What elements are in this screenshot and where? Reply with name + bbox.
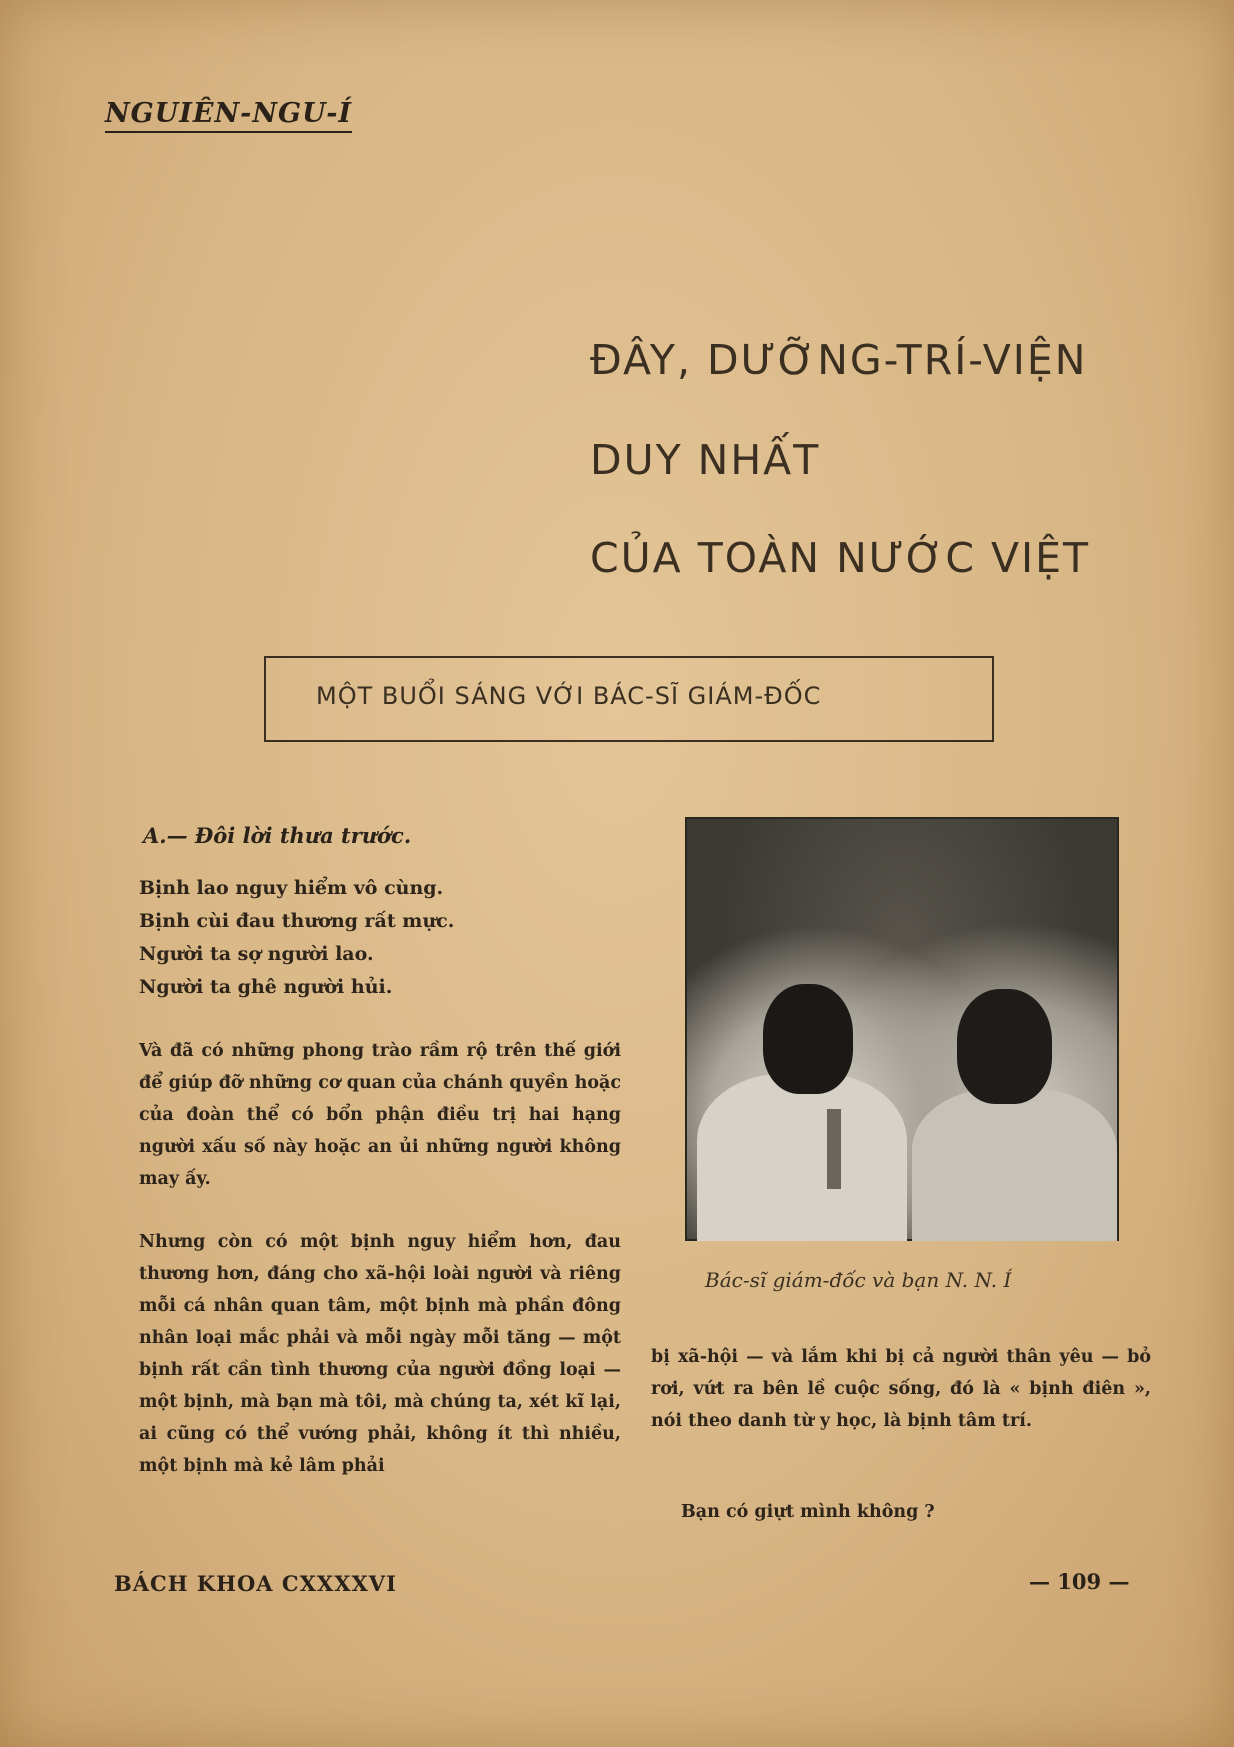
body-paragraph-3: bị xã-hội — và lắm khi bị cả người thân yêu — bỏ rơi, vứt ra bên lề cuộc sống, đó là « bịnh điên », nói theo danh từ y học, là bịnh tâm trí. [651,1347,1151,1431]
article-title-line-3: CỦA TOÀN NƯỚC VIỆT [590,534,1091,582]
body-paragraph-1: Và đã có những phong trào rầm rộ trên thế giới để giúp đỡ những cơ quan của chánh quyền hoặc của đoàn thể có bổn phận điều trị hai hạng người xấu số này hoặc an ủi những người không may ấy. [139,1041,621,1189]
photo-caption: Bác-sĩ giám-đốc và bạn N. N. Í [705,1268,1012,1292]
section-heading: A.— Đôi lời thưa trước. [143,823,412,848]
body-paragraph-4: Bạn có giựt mình không ? [681,1502,935,1522]
poem-line: Người ta sợ người lao. [139,943,374,965]
photo-figure-right [912,1089,1117,1241]
poem-line: Bịnh cùi đau thương rất mực. [139,910,455,932]
body-paragraph-2: Nhưng còn có một bịnh nguy hiểm hơn, đau thương hơn, đáng cho xã-hội loài người và riêng mỗi cá nhân quan tâm, một bịnh mà phần đông nhân loại mắc phải và mỗi ngày mỗi tăng — một bịnh rất cần tình thương của người đồng loại — một bịnh, mà bạn mà tôi, mà chúng ta, xét kĩ lại, ai cũng có thể vướng phải, không ít thì nhiều, một bịnh mà kẻ lâm phải [139,1232,621,1476]
author-name: NGUIÊN-NGU-Í [105,98,352,133]
journal-footer: BÁCH KHOA CXXXXVI [114,1571,397,1596]
article-title-line-2: DUY NHẤT [590,436,821,484]
article-title-line-1: ĐÂY, DƯỠNG-TRÍ-VIỆN [590,336,1088,384]
poem-line: Bịnh lao nguy hiểm vô cùng. [139,877,444,899]
article-subtitle: MỘT BUỔI SÁNG VỚI BÁC-SĨ GIÁM-ĐỐC [316,682,822,710]
poem-line: Người ta ghê người hủi. [139,976,393,998]
photo-doctor-and-author [685,817,1119,1241]
photo-tie [827,1109,841,1189]
photo-figure-left [697,1074,907,1241]
photo-head-left [763,984,853,1094]
photo-head-right [957,989,1052,1104]
poem-block [139,872,454,1004]
page-number: — 109 — [1029,1569,1130,1594]
